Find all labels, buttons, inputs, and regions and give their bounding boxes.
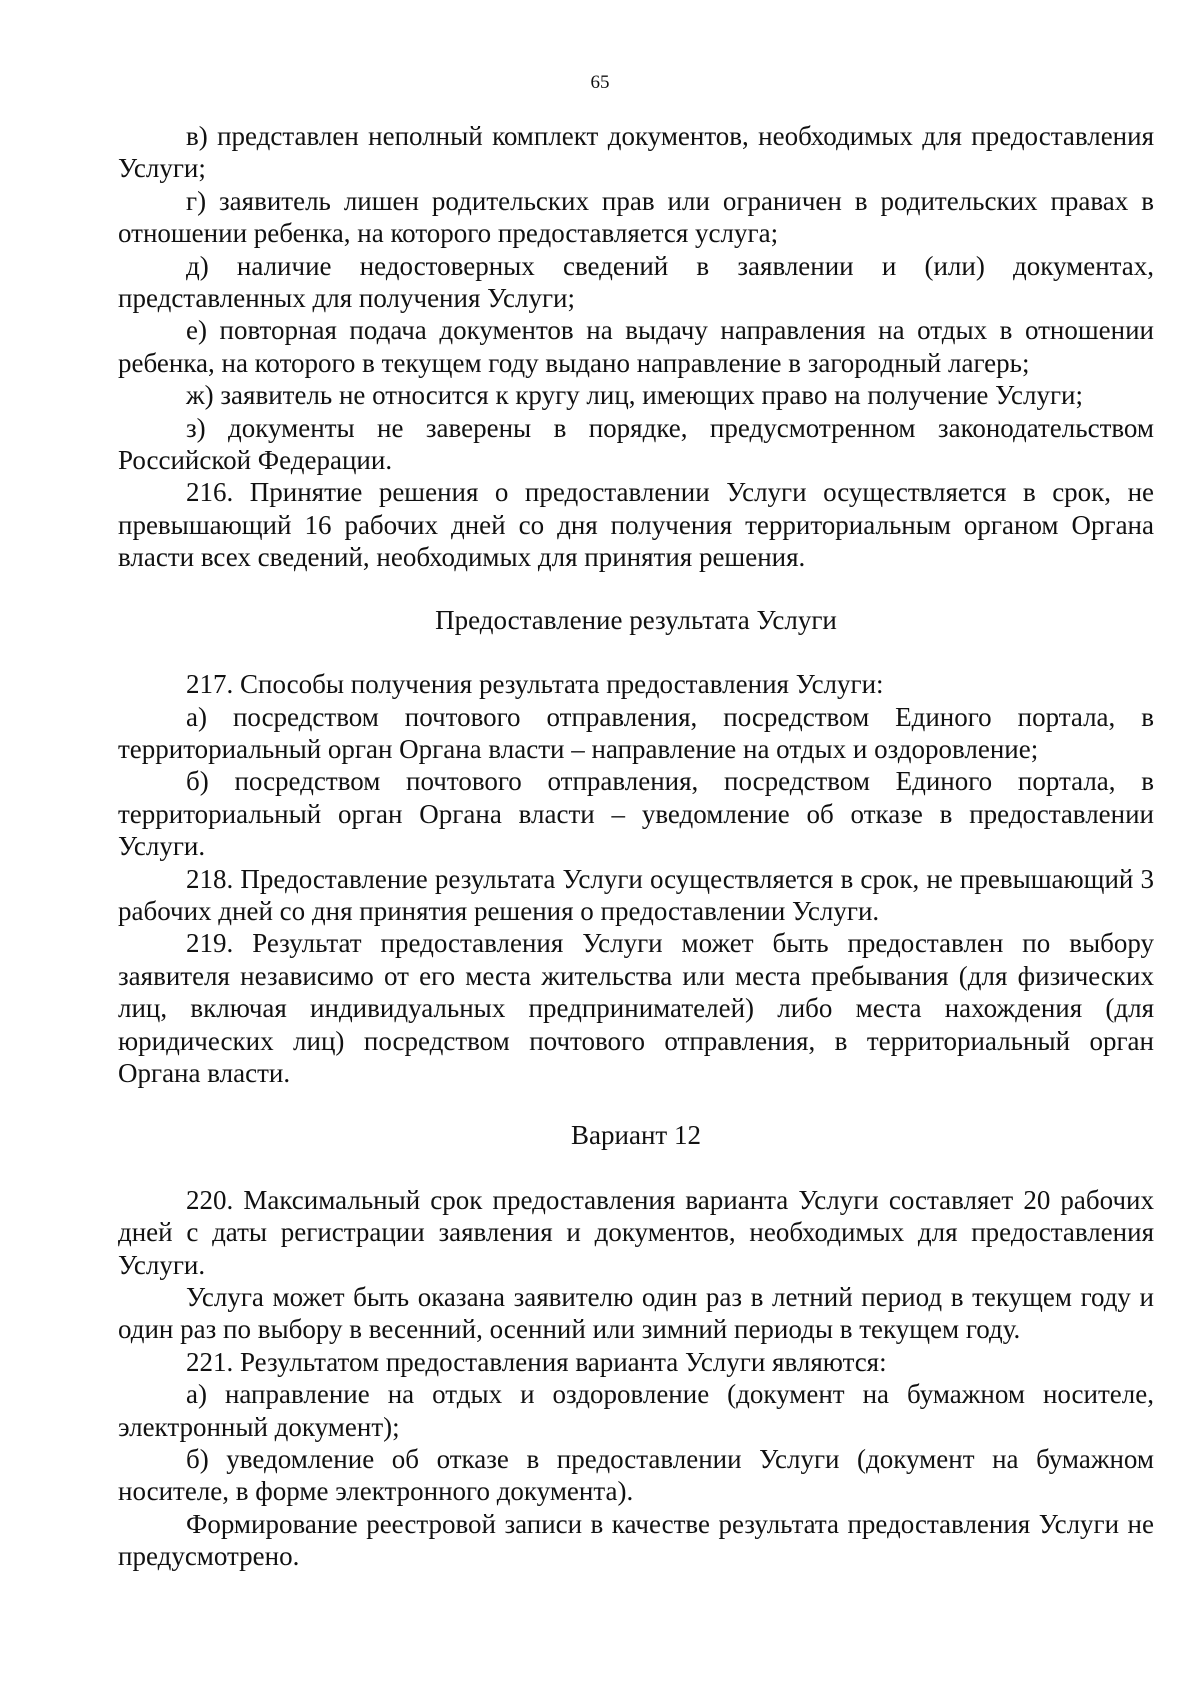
- paragraph-item-g: г) заявитель лишен родительских прав или ограничен в родительских правах в отношении ребенка, на которого предоставляется услуга;: [118, 185, 1154, 249]
- paragraph-221-a: а) направление на отдых и оздоровление (документ на бумажном носителе, электронный документ);: [118, 1379, 1154, 1442]
- page-number: 65: [590, 72, 610, 93]
- paragraph-220-note: Услуга может быть оказана заявителю один раз в летний период в текущем году и один раз по выбору в весенний, осенний или зимний периоды в текущем году.: [118, 1282, 1154, 1345]
- section-heading-variant: Вариант 12: [571, 1120, 701, 1151]
- paragraph-registry-note: Формирование реестровой записи в качестве результата предоставления Услуги не предусмотрено.: [118, 1508, 1154, 1572]
- paragraph-217: 217. Способы получения результата предоставления Услуги:: [186, 669, 884, 700]
- paragraph-item-e: е) повторная подача документов на выдачу направления на отдых в отношении ребенка, на которого в текущем году выдано направление в загородный лагерь;: [118, 315, 1154, 378]
- paragraph-item-d: д) наличие недостоверных сведений в заявлении и (или) документах, представленных для получения Услуги;: [118, 250, 1154, 314]
- paragraph-221-b: б) уведомление об отказе в предоставлении Услуги (документ на бумажном носителе, в форме электронного документа).: [118, 1444, 1154, 1507]
- section-heading-result: Предоставление результата Услуги: [435, 604, 837, 635]
- paragraph-216: 216. Принятие решения о предоставлении Услуги осуществляется в срок, не превышающий 16 рабочих дней со дня получения территориальным органом Органа власти всех сведений, необходимых для принятия решения.: [118, 477, 1154, 573]
- paragraph-221: 221. Результатом предоставления варианта Услуги являются:: [186, 1346, 887, 1377]
- paragraph-218: 218. Предоставление результата Услуги осуществляется в срок, не превышающий 3 рабочих дней со дня принятия решения о предоставлении Услуги.: [118, 863, 1154, 926]
- paragraph-item-z: з) документы не заверены в порядке, предусмотренном законодательством Российской Федерации.: [118, 412, 1154, 476]
- paragraph-220: 220. Максимальный срок предоставления варианта Услуги составляет 20 рабочих дней с даты регистрации заявления и документов, необходимых для предоставления Услуги.: [118, 1184, 1154, 1280]
- paragraph-item-zh: ж) заявитель не относится к кругу лиц, имеющих право на получение Услуги;: [186, 380, 1083, 411]
- paragraph-219: 219. Результат предоставления Услуги может быть предоставлен по выбору заявителя независимо от его места жительства или места пребывания (для физических лиц, включая индивидуальных предпринимателей) либо места нахождения (для юридических лиц) посредством почтового отправления, в территориальный орган Органа власти.: [118, 928, 1154, 1088]
- document-body: [118, 120, 1154, 1573]
- paragraph-217-b: б) посредством почтового отправления, посредством Единого портала, в территориальный орган Органа власти – уведомление об отказе в предоставлении Услуги.: [118, 766, 1154, 862]
- paragraph-217-a: а) посредством почтового отправления, посредством Единого портала, в территориальный орган Органа власти – направление на отдых и оздоровление;: [118, 701, 1154, 764]
- paragraph-item-v: в) представлен неполный комплект документов, необходимых для предоставления Услуги;: [118, 121, 1154, 184]
